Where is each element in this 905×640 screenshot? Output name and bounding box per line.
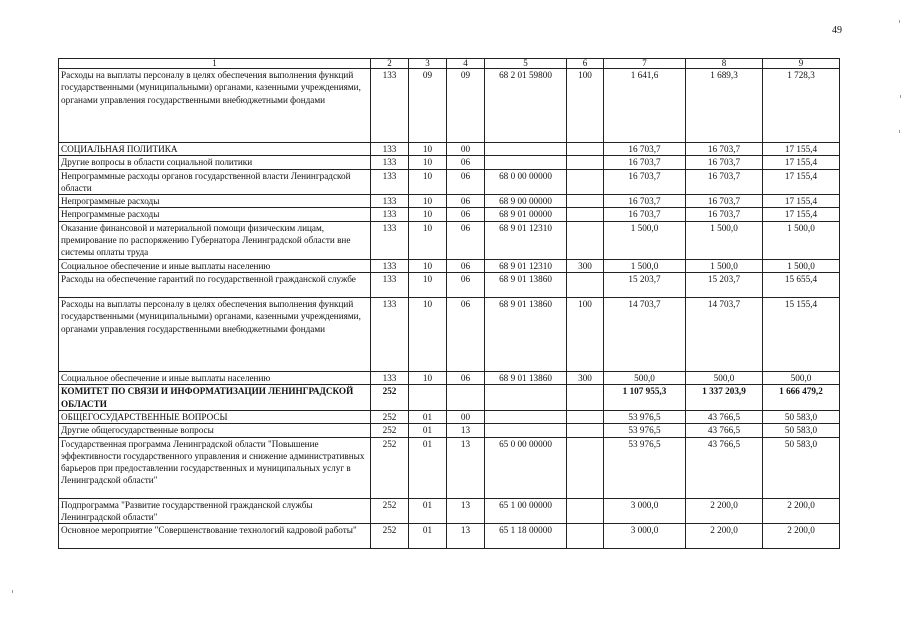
row-name-cell: Другие вопросы в области социальной политики — [59, 156, 371, 169]
amount-year1-cell: 1 641,6 — [604, 69, 686, 143]
subsection-code-cell: 06 — [447, 372, 485, 385]
amount-year3-cell: 1 728,3 — [763, 69, 840, 143]
table-row — [59, 498, 840, 524]
expense-type-cell: 100 — [567, 298, 604, 372]
amount-year3-cell: 17 155,4 — [763, 143, 840, 156]
amount-year2-cell: 15 203,7 — [686, 273, 763, 298]
row-name-cell: Расходы на обеспечение гарантий по государственной гражданской службе — [59, 273, 371, 298]
target-article-cell: 65 1 18 00000 — [485, 524, 567, 549]
row-name-cell: СОЦИАЛЬНАЯ ПОЛИТИКА — [59, 143, 371, 156]
target-article-cell — [485, 156, 567, 169]
row-name-cell: Оказание финансовой и материальной помощи физическим лицам, премирование по распоряжению Губернатора Ленинградской области вне системы оплаты труда — [59, 221, 371, 259]
amount-year3-cell: 50 583,0 — [763, 424, 840, 437]
ministry-code-cell: 133 — [371, 221, 409, 259]
row-name-cell: Подпрограмма "Развитие государственной гражданской службы Ленинградской области" — [59, 498, 371, 524]
target-article-cell: 65 1 00 00000 — [485, 498, 567, 524]
row-name-cell: Социальное обеспечение и иные выплаты населению — [59, 372, 371, 385]
amount-year2-cell: 16 703,7 — [686, 169, 763, 195]
subsection-code-cell: 13 — [447, 424, 485, 437]
amount-year1-cell: 16 703,7 — [604, 208, 686, 221]
table-row — [59, 524, 840, 549]
page-number: 49 — [832, 25, 842, 36]
scan-speck — [899, 130, 900, 133]
amount-year3-cell: 15 655,4 — [763, 273, 840, 298]
ministry-code-cell: 252 — [371, 424, 409, 437]
amount-year1-cell: 53 976,5 — [604, 410, 686, 423]
row-name-cell: Непрограммные расходы органов государственной власти Ленинградской области — [59, 169, 371, 195]
subsection-code-cell: 00 — [447, 143, 485, 156]
target-article-cell: 68 0 00 00000 — [485, 169, 567, 195]
column-number-row — [59, 59, 840, 69]
amount-year3-cell: 500,0 — [763, 372, 840, 385]
section-code-cell: 10 — [409, 298, 447, 372]
table-row — [59, 424, 840, 437]
table-row — [59, 169, 840, 195]
amount-year1-cell: 14 703,7 — [604, 298, 686, 372]
amount-year2-cell: 1 500,0 — [686, 221, 763, 259]
section-code-cell: 01 — [409, 437, 447, 498]
row-name-cell: Непрограммные расходы — [59, 208, 371, 221]
subsection-code-cell: 06 — [447, 195, 485, 208]
amount-year2-cell: 43 766,5 — [686, 437, 763, 498]
amount-year2-cell: 500,0 — [686, 372, 763, 385]
expense-type-cell — [567, 208, 604, 221]
amount-year2-cell: 16 703,7 — [686, 143, 763, 156]
table-row — [59, 69, 840, 143]
expense-type-cell — [567, 524, 604, 549]
amount-year2-cell: 1 337 203,9 — [686, 385, 763, 411]
table-row — [59, 195, 840, 208]
subsection-code-cell: 06 — [447, 156, 485, 169]
amount-year3-cell: 1 666 479,2 — [763, 385, 840, 411]
row-name-cell: Основное мероприятие "Совершенствование технологий кадровой работы" — [59, 524, 371, 549]
subsection-code-cell: 06 — [447, 221, 485, 259]
amount-year2-cell: 1 689,3 — [686, 69, 763, 143]
section-code-cell: 10 — [409, 259, 447, 272]
ministry-code-cell: 252 — [371, 437, 409, 498]
ministry-code-cell: 133 — [371, 372, 409, 385]
amount-year1-cell: 500,0 — [604, 372, 686, 385]
ministry-code-cell: 133 — [371, 273, 409, 298]
row-name-cell: Социальное обеспечение и иные выплаты населению — [59, 259, 371, 272]
amount-year1-cell: 53 976,5 — [604, 424, 686, 437]
column-header: 2 — [371, 59, 409, 69]
ministry-code-cell: 252 — [371, 524, 409, 549]
target-article-cell — [485, 424, 567, 437]
target-article-cell: 65 0 00 00000 — [485, 437, 567, 498]
amount-year1-cell: 1 500,0 — [604, 221, 686, 259]
ministry-code-cell: 133 — [371, 259, 409, 272]
target-article-cell — [485, 410, 567, 423]
row-name-cell: Государственная программа Ленинградской области "Повышение эффективности государственного управления и снижение административных барьеров при предоставлении государственных и муниципальных услуг в Ленинградской области" — [59, 437, 371, 498]
ministry-code-cell: 133 — [371, 143, 409, 156]
table-row — [59, 221, 840, 259]
column-header: 3 — [409, 59, 447, 69]
amount-year1-cell: 1 107 955,3 — [604, 385, 686, 411]
amount-year2-cell: 16 703,7 — [686, 208, 763, 221]
expense-type-cell: 100 — [567, 69, 604, 143]
table-row — [59, 385, 840, 411]
expense-type-cell — [567, 410, 604, 423]
section-code-cell: 10 — [409, 143, 447, 156]
amount-year2-cell: 43 766,5 — [686, 410, 763, 423]
target-article-cell: 68 9 01 13860 — [485, 298, 567, 372]
expense-type-cell — [567, 221, 604, 259]
table-row — [59, 410, 840, 423]
amount-year3-cell: 2 200,0 — [763, 498, 840, 524]
table-row — [59, 156, 840, 169]
expense-type-cell — [567, 437, 604, 498]
amount-year3-cell: 17 155,4 — [763, 156, 840, 169]
subsection-code-cell: 06 — [447, 298, 485, 372]
table-row — [59, 208, 840, 221]
target-article-cell: 68 9 01 13860 — [485, 372, 567, 385]
table-row — [59, 273, 840, 298]
subsection-code-cell: 06 — [447, 169, 485, 195]
section-code-cell: 10 — [409, 221, 447, 259]
amount-year2-cell: 2 200,0 — [686, 524, 763, 549]
scan-speck — [12, 590, 13, 593]
target-article-cell — [485, 385, 567, 411]
amount-year2-cell: 16 703,7 — [686, 156, 763, 169]
section-code-cell: 01 — [409, 498, 447, 524]
ministry-code-cell: 133 — [371, 69, 409, 143]
row-name-cell: Непрограммные расходы — [59, 195, 371, 208]
amount-year2-cell: 43 766,5 — [686, 424, 763, 437]
amount-year1-cell: 1 500,0 — [604, 259, 686, 272]
amount-year1-cell: 16 703,7 — [604, 156, 686, 169]
table-row — [59, 259, 840, 272]
expense-type-cell — [567, 143, 604, 156]
target-article-cell: 68 9 00 00000 — [485, 195, 567, 208]
amount-year3-cell: 17 155,4 — [763, 208, 840, 221]
target-article-cell: 68 9 01 12310 — [485, 221, 567, 259]
expense-type-cell — [567, 498, 604, 524]
column-header: 1 — [59, 59, 371, 69]
amount-year3-cell: 17 155,4 — [763, 169, 840, 195]
row-name-cell: КОМИТЕТ ПО СВЯЗИ И ИНФОРМАТИЗАЦИИ ЛЕНИНГРАДСКОЙ ОБЛАСТИ — [59, 385, 371, 411]
subsection-code-cell: 13 — [447, 498, 485, 524]
column-header: 4 — [447, 59, 485, 69]
column-header: 9 — [763, 59, 840, 69]
amount-year3-cell: 50 583,0 — [763, 410, 840, 423]
amount-year3-cell: 1 500,0 — [763, 259, 840, 272]
section-code-cell: 09 — [409, 69, 447, 143]
amount-year3-cell: 1 500,0 — [763, 221, 840, 259]
row-name-cell: Расходы на выплаты персоналу в целях обеспечения выполнения функций государственными (муниципальными) органами, казенными учреждениями, органами управления государственными внебюджетными фондами — [59, 69, 371, 143]
expense-type-cell — [567, 195, 604, 208]
subsection-code-cell — [447, 385, 485, 411]
amount-year1-cell: 16 703,7 — [604, 143, 686, 156]
subsection-code-cell: 13 — [447, 437, 485, 498]
section-code-cell: 10 — [409, 208, 447, 221]
subsection-code-cell: 13 — [447, 524, 485, 549]
ministry-code-cell: 133 — [371, 298, 409, 372]
amount-year1-cell: 3 000,0 — [604, 524, 686, 549]
section-code-cell: 10 — [409, 195, 447, 208]
target-article-cell: 68 9 01 12310 — [485, 259, 567, 272]
scan-speck — [900, 95, 901, 98]
amount-year3-cell: 2 200,0 — [763, 524, 840, 549]
amount-year2-cell: 2 200,0 — [686, 498, 763, 524]
row-name-cell: Расходы на выплаты персоналу в целях обеспечения выполнения функций государственными (муниципальными) органами, казенными учреждениями, органами управления государственными внебюджетными фондами — [59, 298, 371, 372]
ministry-code-cell: 133 — [371, 156, 409, 169]
amount-year1-cell: 16 703,7 — [604, 195, 686, 208]
expense-type-cell — [567, 273, 604, 298]
ministry-code-cell: 252 — [371, 385, 409, 411]
ministry-code-cell: 252 — [371, 498, 409, 524]
subsection-code-cell: 06 — [447, 273, 485, 298]
target-article-cell: 68 9 01 13860 — [485, 273, 567, 298]
scan-speck — [899, 20, 900, 23]
expense-type-cell: 300 — [567, 372, 604, 385]
expense-type-cell — [567, 424, 604, 437]
expense-type-cell — [567, 385, 604, 411]
amount-year3-cell: 15 155,4 — [763, 298, 840, 372]
amount-year1-cell: 53 976,5 — [604, 437, 686, 498]
section-code-cell: 10 — [409, 273, 447, 298]
ministry-code-cell: 133 — [371, 208, 409, 221]
section-code-cell: 01 — [409, 524, 447, 549]
amount-year2-cell: 14 703,7 — [686, 298, 763, 372]
subsection-code-cell: 06 — [447, 259, 485, 272]
section-code-cell: 01 — [409, 424, 447, 437]
expense-type-cell — [567, 156, 604, 169]
subsection-code-cell: 09 — [447, 69, 485, 143]
target-article-cell: 68 2 01 59800 — [485, 69, 567, 143]
amount-year1-cell: 3 000,0 — [604, 498, 686, 524]
table-row — [59, 143, 840, 156]
target-article-cell: 68 9 01 00000 — [485, 208, 567, 221]
column-header: 7 — [604, 59, 686, 69]
column-header: 6 — [567, 59, 604, 69]
amount-year3-cell: 17 155,4 — [763, 195, 840, 208]
amount-year3-cell: 50 583,0 — [763, 437, 840, 498]
table-row — [59, 298, 840, 372]
row-name-cell: Другие общегосударственные вопросы — [59, 424, 371, 437]
table-row — [59, 372, 840, 385]
amount-year1-cell: 15 203,7 — [604, 273, 686, 298]
row-name-cell: ОБЩЕГОСУДАРСТВЕННЫЕ ВОПРОСЫ — [59, 410, 371, 423]
section-code-cell: 01 — [409, 410, 447, 423]
table-body — [59, 69, 840, 549]
expense-type-cell: 300 — [567, 259, 604, 272]
ministry-code-cell: 133 — [371, 195, 409, 208]
amount-year2-cell: 1 500,0 — [686, 259, 763, 272]
amount-year2-cell: 16 703,7 — [686, 195, 763, 208]
ministry-code-cell: 133 — [371, 169, 409, 195]
subsection-code-cell: 00 — [447, 410, 485, 423]
section-code-cell — [409, 385, 447, 411]
expense-type-cell — [567, 169, 604, 195]
amount-year1-cell: 16 703,7 — [604, 169, 686, 195]
subsection-code-cell: 06 — [447, 208, 485, 221]
column-header: 8 — [686, 59, 763, 69]
section-code-cell: 10 — [409, 169, 447, 195]
budget-table — [58, 58, 840, 549]
section-code-cell: 10 — [409, 156, 447, 169]
target-article-cell — [485, 143, 567, 156]
table-row — [59, 437, 840, 498]
section-code-cell: 10 — [409, 372, 447, 385]
ministry-code-cell: 252 — [371, 410, 409, 423]
column-header: 5 — [485, 59, 567, 69]
